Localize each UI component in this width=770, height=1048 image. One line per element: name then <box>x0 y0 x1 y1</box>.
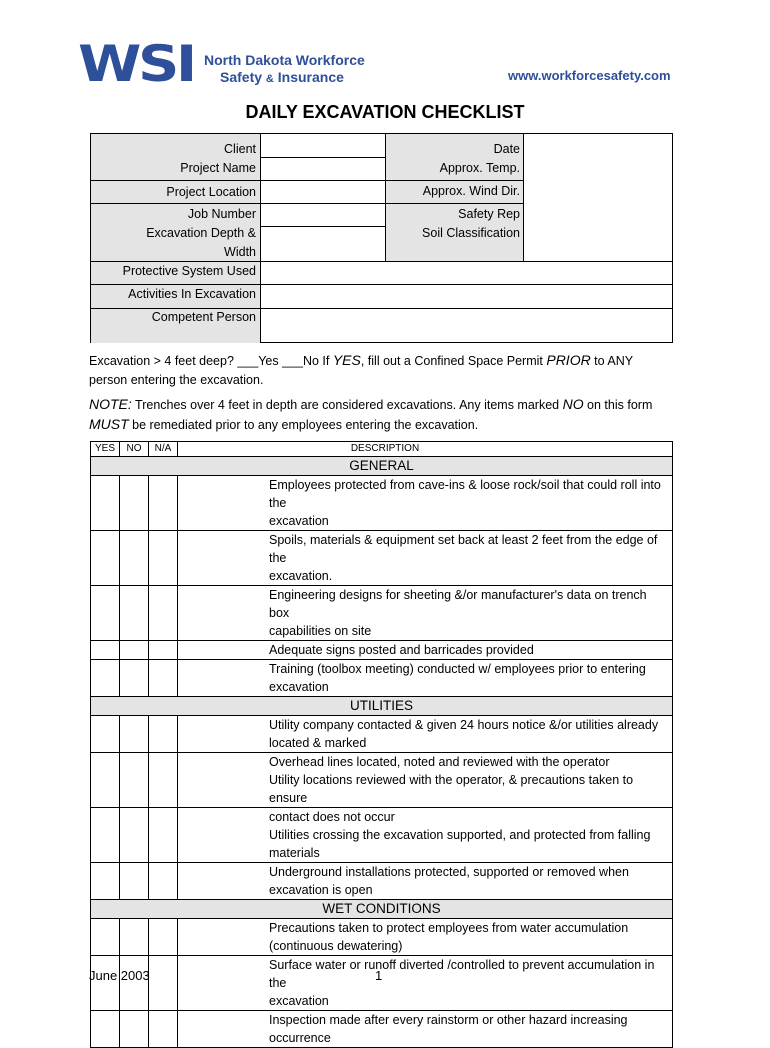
col-na: N/A <box>149 442 178 457</box>
checklist-row <box>91 641 673 660</box>
checkbox-yes[interactable] <box>91 586 120 641</box>
checkbox-na[interactable] <box>149 863 178 900</box>
checkbox-no[interactable] <box>120 531 149 586</box>
description-line: excavation. <box>269 569 333 583</box>
label-project-location: Project Location <box>166 185 256 199</box>
question-yes: YES <box>332 352 361 368</box>
question-mid: , fill out a Confined Space Permit <box>360 354 547 368</box>
wsi-logo: WSI <box>78 35 194 93</box>
description-line: Precautions taken to protect employees from water accumulation <box>269 921 629 935</box>
question-prior: PRIOR <box>546 352 591 368</box>
checkbox-no[interactable] <box>120 753 149 808</box>
protective-system-field[interactable] <box>262 262 672 284</box>
org-line-2 <box>204 69 365 88</box>
checkbox-no[interactable] <box>120 641 149 660</box>
activities-field[interactable] <box>262 285 672 307</box>
checkbox-yes[interactable] <box>91 641 120 660</box>
project-location-field[interactable] <box>262 181 384 203</box>
website-link[interactable]: www.workforcesafety.com <box>508 68 671 83</box>
label-competent-person: Competent Person <box>151 310 256 324</box>
label-safety-rep: Safety Rep <box>458 207 520 221</box>
excavation-depth-field[interactable] <box>262 227 384 261</box>
item-description <box>178 1011 673 1048</box>
org-ampersand: & <box>265 73 274 85</box>
checkbox-na[interactable] <box>149 641 178 660</box>
label-job-number: Job Number <box>187 207 256 221</box>
item-description <box>178 753 673 808</box>
label-excavation-depth: Excavation Depth & <box>146 226 256 240</box>
section-header-row <box>91 457 673 476</box>
checkbox-yes[interactable] <box>91 531 120 586</box>
checklist-row <box>91 716 673 753</box>
description-line: excavation <box>269 994 329 1008</box>
page-title: DAILY EXCAVATION CHECKLIST <box>245 102 525 122</box>
description-line: Utility locations reviewed with the operator, & precautions taken to ensure <box>269 773 634 805</box>
checklist-row <box>91 531 673 586</box>
item-description <box>178 716 673 753</box>
section-title: UTILITIES <box>91 697 673 716</box>
checklist-row <box>91 919 673 956</box>
description-line: materials <box>269 846 320 860</box>
item-description <box>178 586 673 641</box>
checklist-body <box>91 457 673 1048</box>
organization-name <box>204 52 365 88</box>
item-description <box>178 919 673 956</box>
description-line: contact does not occur <box>269 810 395 824</box>
checkbox-na[interactable] <box>149 753 178 808</box>
date-temp-wind-field[interactable] <box>524 134 672 261</box>
item-description <box>178 956 673 1011</box>
description-line: Inspection made after every rainstorm or other hazard increasing occurrence <box>269 1013 628 1045</box>
checkbox-no[interactable] <box>120 863 149 900</box>
checkbox-na[interactable] <box>149 586 178 641</box>
checklist-row <box>91 476 673 531</box>
org-word-safety: Safety <box>220 69 263 85</box>
checkbox-yes[interactable] <box>91 808 120 863</box>
checkbox-na[interactable] <box>149 476 178 531</box>
checkbox-yes[interactable] <box>91 863 120 900</box>
excavation-depth-question <box>89 351 689 389</box>
label-date: Date <box>493 142 520 156</box>
description-line: located & marked <box>269 736 367 750</box>
checkbox-yes[interactable] <box>91 476 120 531</box>
description-line: capabilities on site <box>269 624 372 638</box>
description-line: Surface water or runoff diverted /controlled to prevent accumulation in the <box>269 958 655 990</box>
item-description <box>178 660 673 697</box>
section-header-row <box>91 697 673 716</box>
checkbox-no[interactable] <box>120 808 149 863</box>
checkbox-yes[interactable] <box>91 716 120 753</box>
competent-person-field[interactable] <box>262 309 672 342</box>
checkbox-no[interactable] <box>120 476 149 531</box>
note-line-2: be remediated prior to any employees entering the excavation. <box>128 417 479 432</box>
checklist-row <box>91 1011 673 1048</box>
checkbox-no[interactable] <box>120 586 149 641</box>
label-width: Width <box>224 245 256 259</box>
checkbox-yes[interactable] <box>91 1011 120 1048</box>
checkbox-yes[interactable] <box>91 753 120 808</box>
note-label: NOTE: <box>89 396 132 412</box>
checkbox-na[interactable] <box>149 919 178 956</box>
checkbox-no[interactable] <box>120 660 149 697</box>
label-soil-classification: Soil Classification <box>422 226 520 240</box>
label-client: Client <box>224 142 256 156</box>
org-line-1: North Dakota Workforce <box>204 52 365 68</box>
description-line: (continuous dewatering) <box>269 939 403 953</box>
client-field[interactable] <box>262 134 384 156</box>
description-line: excavation <box>269 514 329 528</box>
description-line: Spoils, materials & equipment set back at least 2 feet from the edge of the <box>269 533 658 565</box>
label-activities: Activities In Excavation <box>128 287 256 301</box>
project-info-table <box>90 133 673 343</box>
checklist-row <box>91 808 673 863</box>
checkbox-yes[interactable] <box>91 919 120 956</box>
checkbox-na[interactable] <box>149 808 178 863</box>
checkbox-na[interactable] <box>149 956 178 1011</box>
description-line: Training (toolbox meeting) conducted w/ employees prior to entering <box>269 662 646 676</box>
checklist-row <box>91 863 673 900</box>
description-line: Underground installations protected, supported or removed when <box>269 865 629 879</box>
column-header-row <box>91 442 673 457</box>
question-prefix: Excavation > 4 feet deep? ___Yes ___No If <box>89 354 333 368</box>
col-yes: YES <box>91 442 120 457</box>
description-line: Engineering designs for sheeting &/or manufacturer's data on trench box <box>269 588 647 620</box>
description-line: Overhead lines located, noted and reviewed with the operator <box>269 755 610 769</box>
label-project-name: Project Name <box>180 161 256 175</box>
note-text-2: on this form <box>583 398 653 412</box>
checklist-row <box>91 660 673 697</box>
item-description <box>178 808 673 863</box>
checkbox-na[interactable] <box>149 716 178 753</box>
checkbox-no[interactable] <box>120 919 149 956</box>
checkbox-no[interactable] <box>120 1011 149 1048</box>
description-line: Adequate signs posted and barricades provided <box>269 643 534 657</box>
checkbox-na[interactable] <box>149 660 178 697</box>
item-description <box>178 531 673 586</box>
note-must: MUST <box>89 415 129 432</box>
checkbox-na[interactable] <box>149 531 178 586</box>
label-approx-temp: Approx. Temp. <box>439 161 520 175</box>
checklist-row <box>91 753 673 808</box>
description-line: excavation <box>269 680 329 694</box>
checkbox-yes[interactable] <box>91 660 120 697</box>
section-header-row <box>91 900 673 919</box>
org-word-insurance: Insurance <box>277 69 344 85</box>
checklist-table <box>90 441 673 1048</box>
section-title: WET CONDITIONS <box>91 900 673 919</box>
item-description <box>178 476 673 531</box>
description-line: excavation is open <box>269 883 373 897</box>
item-description <box>178 863 673 900</box>
question-suffix: to ANY <box>590 354 634 368</box>
item-description <box>178 641 673 660</box>
section-title: GENERAL <box>91 457 673 476</box>
checkbox-no[interactable] <box>120 956 149 1011</box>
col-no: NO <box>120 442 149 457</box>
description-line: Employees protected from cave-ins & loose rock/soil that could roll into the <box>269 478 661 510</box>
question-line-2: person entering the excavation. <box>89 372 264 387</box>
project-name-field[interactable] <box>262 158 384 180</box>
page-number: 1 <box>375 968 383 983</box>
job-number-field[interactable] <box>262 204 384 226</box>
label-approx-wind: Approx. Wind Dir. <box>422 184 520 198</box>
checklist-row <box>91 586 673 641</box>
checkbox-yes[interactable] <box>91 956 120 1011</box>
description-line: Utility company contacted & given 24 hours notice &/or utilities already <box>269 718 659 732</box>
col-description: DESCRIPTION <box>178 442 673 457</box>
checkbox-no[interactable] <box>120 716 149 753</box>
description-line: Utilities crossing the excavation supported, and protected from falling <box>269 828 651 842</box>
note-paragraph <box>89 395 689 434</box>
footer-date: June 2003 <box>89 968 150 983</box>
note-no: NO <box>562 396 584 412</box>
label-protective-system: Protective System Used <box>122 264 256 278</box>
note-text-1: Trenches over 4 feet in depth are considered excavations. Any items marked <box>131 398 563 412</box>
checkbox-na[interactable] <box>149 1011 178 1048</box>
checklist-row <box>91 956 673 1011</box>
